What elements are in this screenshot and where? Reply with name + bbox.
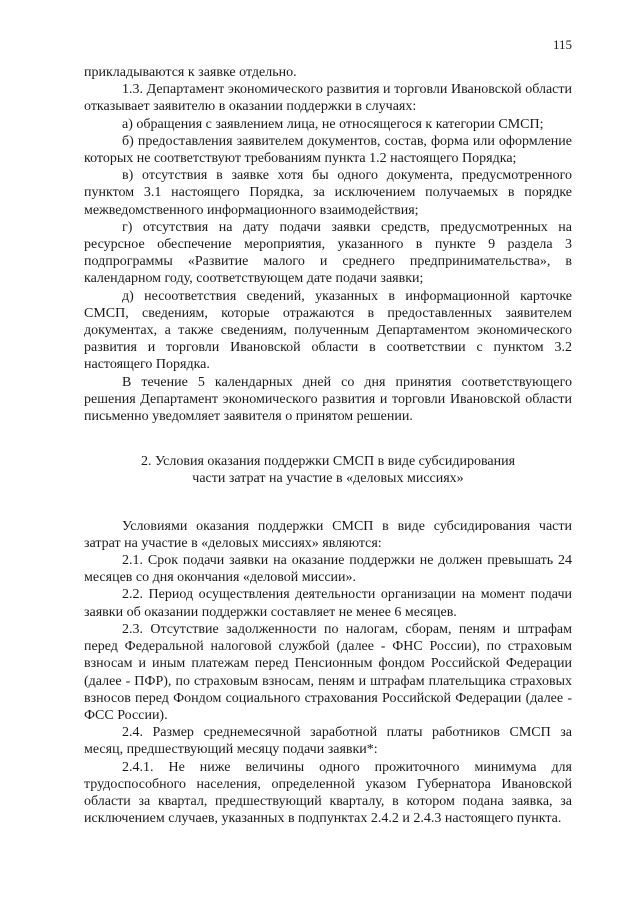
paragraph: в) отсутствия в заявке хотя бы одного документа, предусмотренного пунктом 3.1 настоящего Порядка, за исключением получаемых в порядке межведомственного информационного взаимодействия; bbox=[84, 168, 572, 218]
paragraph: 2.4.1. Не ниже величины одного прожиточного минимума для трудоспособного населения, определенной указом Губернатора Ивановской области за квартал, предшествующий кварталу, в котором подана заявка, за исключением случаев, указанных в подпунктах 2.4.2 и 2.4.3 настоящего пункта. bbox=[84, 759, 572, 827]
paragraph: б) предоставления заявителем документов, состав, форма или оформление которых не соответствуют требованиям пункта 1.2 настоящего Порядка; bbox=[84, 133, 572, 167]
section-heading-line-1: 2. Условия оказания поддержки СМСП в виде субсидирования bbox=[140, 454, 516, 470]
section-2-paragraphs bbox=[84, 518, 572, 828]
page-number: 115 bbox=[552, 37, 572, 52]
document-body bbox=[84, 64, 572, 827]
section-heading bbox=[84, 453, 572, 487]
paragraph: В течение 5 календарных дней со дня принятия соответствующего решения Департамент экономического развития и торговли Ивановской области письменно уведомляет заявителя о принятом решении. bbox=[84, 374, 572, 425]
paragraph: 2.4. Размер среднемесячной заработной платы работников СМСП за месяц, предшествующий месяцу подачи заявки*: bbox=[84, 725, 572, 758]
section-1-paragraphs bbox=[84, 64, 572, 425]
paragraph: а) обращения с заявлением лица, не относящегося к категории СМСП; bbox=[122, 116, 544, 132]
paragraph: 1.3. Департамент экономического развития и торговли Ивановской области отказывает заявителю в оказании поддержки в случаях: bbox=[84, 82, 572, 115]
section-heading-line-2: части затрат на участие в «деловых миссиях» bbox=[192, 471, 464, 487]
paragraph: 2.2. Период осуществления деятельности организации на момент подачи заявки об оказании поддержки составляет не менее 6 месяцев. bbox=[84, 587, 572, 620]
paragraph: 2.3. Отсутствие задолженности по налогам, сборам, пеням и штрафам перед Федеральной налоговой службой (далее - ФНС России), по страховым взносам и иным платежам перед Пенсионным фондом Российской Федерации (далее - ПФР), по страховым взносам, пеням и штрафам плательщика страховых взносов перед Фондом социального страхования Российской Федерации (далее - ФСС России). bbox=[84, 621, 572, 723]
paragraph: 2.1. Срок подачи заявки на оказание поддержки не должен превышать 24 месяцев со дня окончания «деловой миссии». bbox=[84, 553, 572, 586]
paragraph: г) отсутствия на дату подачи заявки средств, предусмотренных на ресурсное обеспечение мероприятия, указанного в пункте 9 раздела 3 подпрограммы «Развитие малого и среднего предпринимательства», в календарном году, соответствующем дате подачи заявки; bbox=[84, 219, 572, 287]
paragraph: д) несоответствия сведений, указанных в информационной карточке СМСП, сведениям, которые отражаются в предоставленных заявителем документах, а также сведениям, полученным Департаментом экономического развития и торговли Ивановской области в соответствии с пунктом 3.2 настоящего Порядка. bbox=[84, 288, 572, 373]
paragraph: прикладываются к заявке отдельно. bbox=[84, 65, 297, 80]
paragraph: Условиями оказания поддержки СМСП в виде субсидирования части затрат на участие в «деловых миссиях» являются: bbox=[84, 518, 572, 551]
